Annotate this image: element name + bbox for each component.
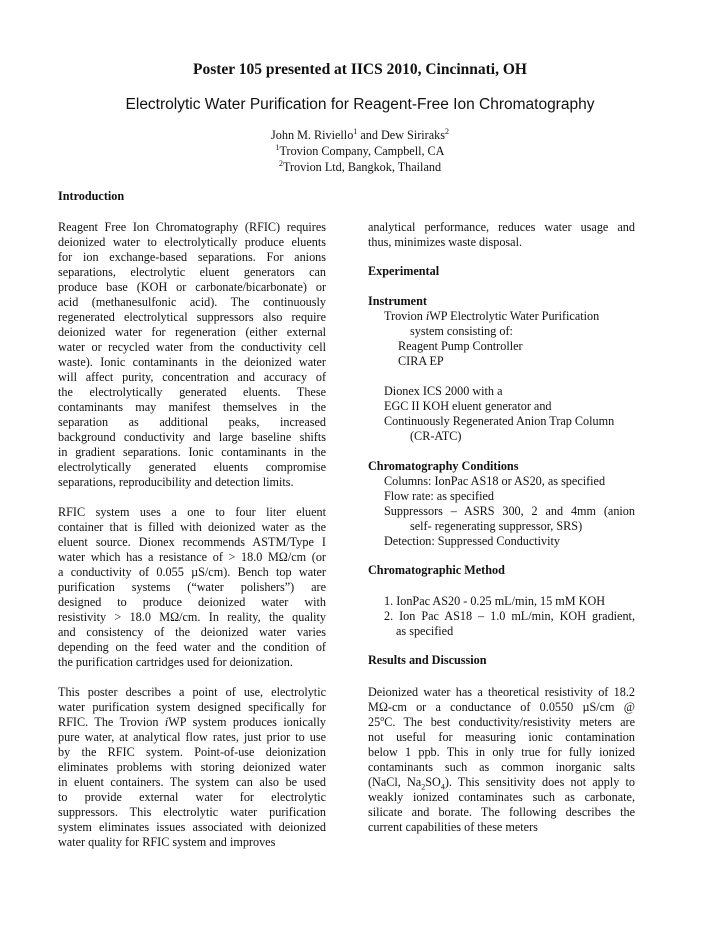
intro-p1-line: deionized water for regeneration (either external <box>58 325 326 339</box>
intro-p2-line: RFIC system uses a one to four liter eluent <box>58 505 326 519</box>
intro-p2-line: designed to produce deionized water with <box>58 595 326 609</box>
intro-p2-line: resistivity > 18.0 MΩ/cm. In reality, the quality <box>58 610 326 624</box>
intro-continued-line: analytical performance, reduces water usage and <box>368 220 635 234</box>
instrument-item: Reagent Pump Controller <box>398 339 523 353</box>
instrument-item: CIRA EP <box>398 354 444 368</box>
intro-p3-line: water purification system designed specifically for <box>58 700 326 714</box>
intro-p2-line: container that is filled with deionized water as the <box>58 520 326 534</box>
intro-p2-line: the purification cartridges used for deionization. <box>58 655 293 669</box>
results-line: Deionized water has a theoretical resistivity of 18.2 <box>368 685 635 699</box>
intro-p3-line: suppressors. This electrolytic water purification <box>58 805 326 819</box>
introduction-heading: Introduction <box>58 189 125 203</box>
intro-p1-line: separation as additional peaks, increased <box>58 415 326 429</box>
results-line: current capabilities of these meters <box>368 820 538 834</box>
intro-p1-line: for ion exchange-based separations. For anions <box>58 250 326 264</box>
intro-p1-line: background conductivity and large baseline shifts <box>58 430 326 444</box>
results-line: weakly ionized contaminates such as carbonate, <box>368 790 635 804</box>
condition-item: Columns: IonPac AS18 or AS20, as specified <box>384 474 606 488</box>
intro-p2-line: water which has a resistance of > 18.0 MΩ/cm (or <box>58 550 326 564</box>
intro-p3-line: by the RFIC system. Point-of-use deionization <box>58 745 326 759</box>
intro-p3-line: pure water, at analytical flow rates, just prior to use <box>58 730 326 744</box>
intro-p3-line: to provide external water for electrolytic <box>58 790 326 804</box>
intro-p1-line: the electrolytically generated eluents. These <box>58 385 326 399</box>
authors: John M. Riviello$^1$ and Dew Siriraks$^2$ <box>271 126 449 142</box>
results-line: MΩ-cm or a conductance of 0.0550 µS/cm @ <box>368 700 635 714</box>
method-item: 1. IonPac AS20 - 0.25 mL/min, 15 mM KOH <box>384 594 606 608</box>
intro-p1-line: Reagent Free Ion Chromatography (RFIC) requires <box>58 220 326 234</box>
intro-p1-line: acid (methanesulfonic acid). The continuously <box>58 295 326 309</box>
intro-p1-line: will affect purity, concentration and accuracy of <box>58 370 326 384</box>
intro-p1-line: deionized water to electrolytically produce eluents <box>58 235 326 249</box>
intro-p1-line: water or recycled water from the conductivity cell <box>58 340 326 354</box>
intro-p1-line: electrolytically generated eluents compromise <box>58 460 326 474</box>
chromatographic-method-heading: Chromatographic Method <box>368 563 505 577</box>
results-line: not useful for measuring ionic contamination <box>368 730 635 744</box>
instrument-item: system consisting of: <box>410 324 513 338</box>
results-line: contaminants such as common inorganic salts <box>368 760 635 774</box>
intro-p2-line: purification systems (“water polishers”) are <box>58 580 326 594</box>
experimental-heading: Experimental <box>368 264 440 278</box>
method-item: 2. Ion Pac AS18 – 1.0 mL/min, KOH gradient, <box>384 609 635 623</box>
intro-p1-line: in gradient separations. Ionic contaminants in the <box>58 445 326 459</box>
trovion-i: i <box>164 715 169 729</box>
author-2: and Dew Siriraks <box>357 128 445 142</box>
intro-p3-line: eliminates problems with storing deionized water <box>58 760 326 774</box>
intro-p1-line: separations, reproducibility and detection limits. <box>58 475 294 489</box>
intro-p1-line: separations, electrolytic eluent generators can <box>58 265 326 279</box>
results-line: silicate and borate. The following describes the <box>368 805 635 819</box>
intro-p2-line: a conductivity of 0.055 µS/cm). Bench top water <box>58 565 326 579</box>
poster-title: Poster 105 presented at IICS 2010, Cincinnati, OH <box>193 61 527 78</box>
method-item: as specified <box>396 624 454 638</box>
intro-p3-line: RFIC. The Trovion iWP system produces ionically <box>58 715 327 729</box>
intro-p1-line: regenerated electrolytical suppressors also require <box>58 310 326 324</box>
affiliation-2: $^2$Trovion Ltd, Bangkok, Thailand <box>278 158 442 174</box>
results-line: below 1 ppb. This in only true for fully ionized <box>368 745 635 759</box>
results-line: (NaCl, $Na_2SO_4$). This sensitivity does not apply to <box>368 775 635 792</box>
instrument-item: Trovion iWP Electrolytic Water Purification <box>384 309 600 323</box>
results-line: 25$^o$C. The best conductivity/resistivity meters are <box>368 713 635 729</box>
intro-p1-line: waste). Ionic contaminants in the deionized water <box>58 355 326 369</box>
results-heading: Results and Discussion <box>368 653 487 667</box>
condition-item: Suppressors – ASRS 300, 2 and 4mm (anion <box>384 504 635 518</box>
author-1: John M. Riviello <box>271 128 354 142</box>
chromatography-conditions-heading: Chromatography Conditions <box>368 459 519 473</box>
intro-p3-line: system eliminates issues associated with deionized <box>58 820 326 834</box>
intro-p2-line: depending on the feed water and the condition of <box>58 640 326 654</box>
intro-p2-line: eluent source. Dionex recommends ASTM/Type I <box>58 535 326 549</box>
paper-title: Electrolytic Water Purification for Reagent-Free Ion Chromatography <box>125 96 595 113</box>
instrument-heading: Instrument <box>368 294 427 308</box>
intro-continued-line: thus, minimizes waste disposal. <box>368 235 523 249</box>
condition-item: self- regenerating suppressor, SRS) <box>410 519 583 533</box>
condition-item: Detection: Suppressed Conductivity <box>384 534 561 548</box>
intro-p3-line: in eluent containers. The system can also be used <box>58 775 326 789</box>
trovion-i: i <box>425 309 430 323</box>
affiliation-1: $^1$Trovion Company, Campbell, CA <box>275 142 445 158</box>
intro-p2-line: and consistency of the deionized water varies <box>58 625 326 639</box>
intro-p1-line: contaminants may manifest themselves in the <box>58 400 326 414</box>
instrument-item: Dionex ICS 2000 with a <box>384 384 503 398</box>
instrument-item: Continuously Regenerated Anion Trap Column <box>384 414 615 428</box>
condition-item: Flow rate: as specified <box>384 489 494 503</box>
intro-p3-line: water quality for RFIC system and improves <box>58 835 276 849</box>
instrument-item: EGC II KOH eluent generator and <box>384 399 552 413</box>
intro-p1-line: produce base (KOH or carbonate/bicarbonate) or <box>58 280 326 294</box>
intro-p3-line: This poster describes a point of use, electrolytic <box>58 685 326 699</box>
instrument-item: (CR-ATC) <box>410 429 462 443</box>
